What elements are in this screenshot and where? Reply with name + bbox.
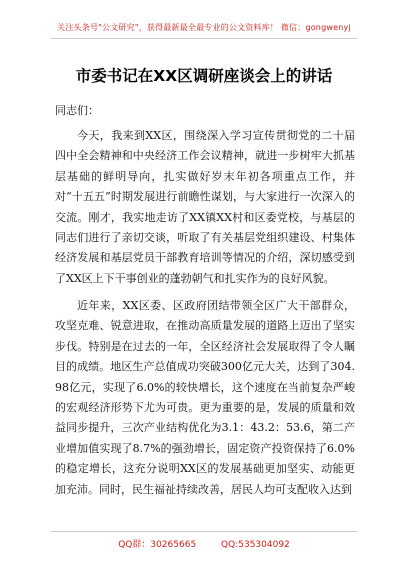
header-notice: 关注头条号"公文研究"，获得最新最全最专业的公文资料库！ 微信：gongwenyj bbox=[57, 23, 351, 32]
footer-qq-group: QQ群：30265665 bbox=[118, 540, 197, 550]
footer-qq-number: QQ:535304092 bbox=[221, 540, 290, 550]
document-title: 市委书记在XX区调研座谈会上的讲话 bbox=[75, 67, 333, 85]
footer-contacts bbox=[0, 537, 408, 550]
header-divider bbox=[50, 38, 358, 39]
body-paragraph: 今天，我来到XX区，围绕深入学习宣传贯彻党的二十届四中全会精神和中央经济工作会议精神，就进一步树牢大抓基层基础的鲜明导向，扎实做好岁末年初各项重点工作，并对“十五五”时期发展进行前瞻性谋划，与大家进行一次深入的交流。刚才，我实地走访了XX镇XX村和区委党校，与基层的同志们进行了亲切交谈，听取了有关基层党组织建设、村集体经济发展和基层党员干部教育培训等情况的介绍，深切感受到了XX区上下干事创业的蓬勃朝气和扎实作为的良好风貌。 bbox=[55, 129, 355, 285]
footer-divider bbox=[50, 531, 358, 532]
salutation: 同志们： bbox=[55, 104, 99, 117]
body-paragraph: 近年来，XX区委、区政府团结带领全区广大干部群众，攻坚克难、锐意进取，在推动高质量发展的道路上迈出了坚实步伐。特别是在过去的一年，全区经济社会发展取得了令人瞩目的成绩。地区生产总值成功突破300亿元大关，达到了304.98亿元，实现了6.0%的较快增长，这个速度在当前复杂严峻的宏观经济形势下尤为可贵。更为重要的是，发展的质量和效益同步提升，三次产业结构优化为3.1：43.2：53.6，第二产业增加值实现了8.7%的强劲增长，固定资产投资保持了6.0%的稳定增长，这充分说明XX区的发展基础更加坚实、动能更加充沛。同时，民生福祉持续改善，居民人均可支配收入达到 bbox=[55, 299, 355, 496]
